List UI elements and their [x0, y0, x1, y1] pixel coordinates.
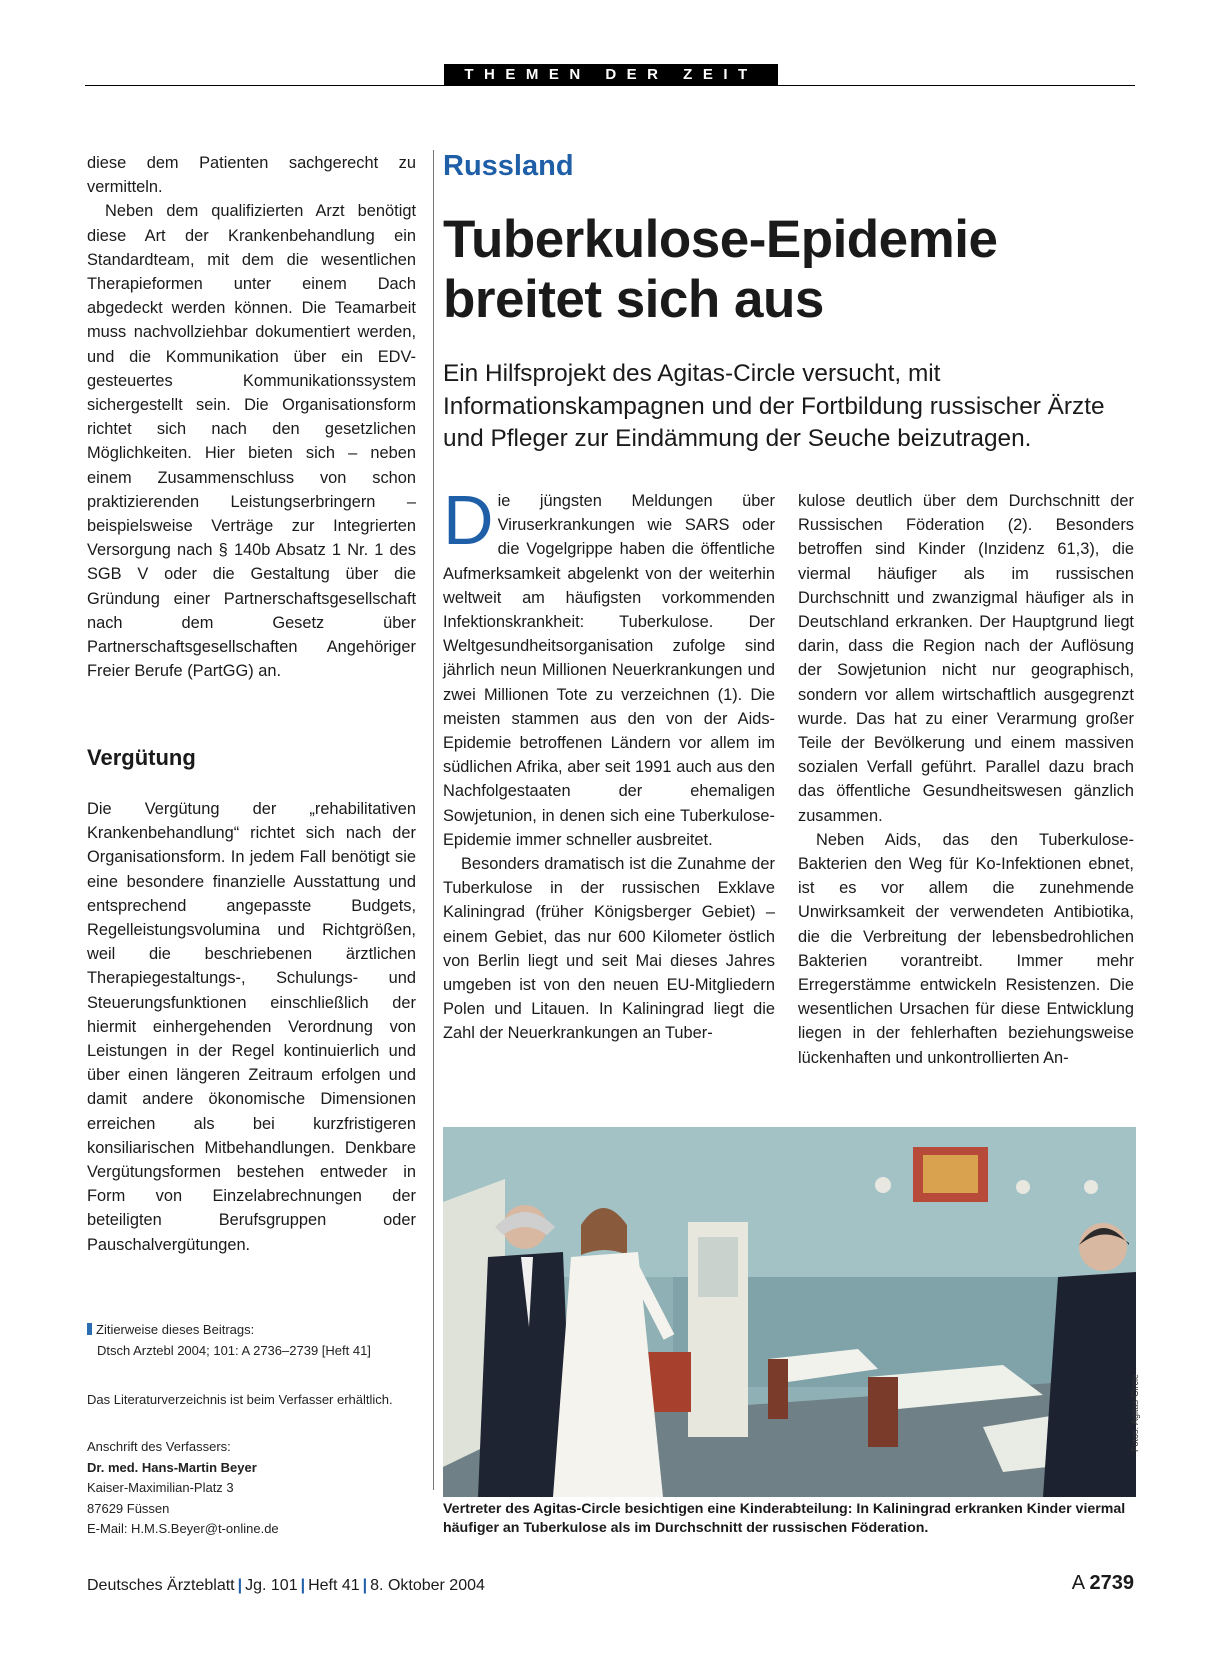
headline-line: Tuberkulose-Epidemie [443, 210, 998, 269]
author-name: Dr. med. Hans-Martin Beyer [87, 1459, 257, 1475]
folio-prefix: A [1071, 1572, 1084, 1594]
address-city: 87629 Füssen [87, 1500, 170, 1516]
article-column-b [798, 489, 1134, 1070]
article-headline [443, 210, 1133, 330]
photo-credit: Fotos: Agitas-Circle [1130, 1373, 1140, 1452]
headline-line: breitet sich aus [443, 270, 824, 329]
dropcap: D [443, 481, 494, 559]
column-divider [433, 150, 434, 1490]
paragraph: Besonders dramatisch ist die Zunahme der Tuberkulose in der russischen Exklave Kaliningrad (früher Königsberger Gebiet) – einem Gebiet, das nur 600 Kilometer östlich von Berlin liegt und seit Mai dieses Jahres umgeben ist von den neuen EU-Mitgliedern Polen und Litauen. In Kaliningrad liegt die Zahl der Neuerkrankungen an Tuber- [443, 855, 775, 1043]
journal-name: Deutsches Ärzteblatt [87, 1577, 235, 1594]
address-email[interactable]: E-Mail: H.M.S.Beyer@t-online.de [87, 1521, 279, 1536]
footer-separator: | [300, 1577, 306, 1594]
article-kicker: Russland [443, 150, 574, 182]
paragraph-text: ie jüngsten Meldungen über Viruserkrankungen wie SARS oder die Vogelgrippe haben die öffentliche Aufmerksamkeit abgelenkt von der weiterhin weltweit am häufigsten vorkommenden Infektionskrankheit: Tuberkulose. Der Weltgesundheitsorganisation zufolge sind jährlich neun Millionen Neuerkrankungen und zwei Millionen Tote zu verzeichnen (1). Die meisten stammen aus den von der Aids-Epidemie betroffenen Ländern vor allem im südlichen Afrika, aber seit 1991 auch aus den Nachfolgestaaten der ehemaligen Sowjetunion, in denen sich eine Tuberkulose-Epidemie immer schneller ausbreitet. [443, 492, 775, 849]
paragraph: diese dem Patienten sachgerecht zu vermitteln. [87, 154, 416, 197]
hospital-ward-photo [443, 1127, 1136, 1497]
article-dek: Ein Hilfsprojekt des Agitas-Circle versucht, mit Informationskampagnen und der Fortbildung russischer Ärzte und Pfleger zur Eindämmung der Seuche beizutragen. [443, 360, 1105, 452]
footer-separator: | [237, 1577, 243, 1594]
paragraph: kulose deutlich über dem Durchschnitt der Russischen Föderation (2). Besonders betroffen sind Kinder (Inzidenz 61,3), die viermal häufiger als im russischen Durchschnitt und zwanzigmal häufiger als in Deutschland erkranken. Der Hauptgrund liegt darin, dass die Region nach der Auflösung der Sowjetunion nicht nur geographisch, sondern vor allem wirtschaftlich ausgegrenzt wurde. Das hat zu einer Verarmung großer Teile der Bevölkerung und einem massiven sozialen Verfall geführt. Parallel dazu brach das öffentliche Gesundheitswesen gänzlich zusammen. [798, 492, 1134, 825]
address-label: Anschrift des Verfassers: [87, 1439, 231, 1454]
subheading-verguetung: Vergütung [87, 745, 196, 770]
folio-number: 2739 [1089, 1572, 1134, 1594]
article-photo [443, 1127, 1136, 1497]
author-address [87, 1437, 407, 1540]
article-column-a [443, 481, 775, 1046]
citation-marker [87, 1323, 92, 1335]
footer-separator: | [362, 1577, 368, 1594]
left-column-text [87, 151, 416, 683]
citation-reference: Dtsch Arztebl 2004; 101: A 2736–2739 [Heft 41] [97, 1342, 371, 1358]
paragraph: Neben Aids, das den Tuberkulose-Bakterien den Weg für Ko-Infektionen ebnet, ist es vor allem die zunehmende Unwirksamkeit der verwendeten Antibiotika, die die Verbreitung der lebensbedrohlichen Bakterien vorantreibt. Immer mehr Erregerstämme entwickeln Resistenzen. Die wesentlichen Ursachen für diese Entwicklung liegen in der fehlerhaften beziehungsweise lückenhaften und unkontrollierten An- [798, 830, 1134, 1067]
journal-issue: Heft 41 [308, 1577, 360, 1594]
citation-label: Zitierweise dieses Beitrags: [96, 1322, 255, 1337]
photo-caption: Vertreter des Agitas-Circle besichtigen eine Kinderabteilung: In Kaliningrad erkranken Kinder viermal häufiger an Tuberkulose als im Durchschnitt der russischen Föderation. [443, 1501, 1126, 1536]
left-column-text-verguetung [87, 797, 416, 1257]
address-street: Kaiser-Maximilian-Platz 3 [87, 1480, 234, 1495]
paragraph [443, 481, 775, 852]
page-footer [87, 1577, 485, 1595]
section-label: THEMEN DER ZEIT [444, 64, 778, 85]
paragraph: Die Vergütung der „rehabilitativen Krankenbehandlung“ richtet sich nach der Organisationsform. In jedem Fall benötigt sie eine besondere finanzielle Ausstattung und entsprechend angepasste Budgets, Regelleistungsvolumina und Richtgrößen, weil die beschriebenen ärztlichen Therapiegestaltungs-, Schulungs- und Steuerungsfunktionen einschließlich der hiermit einhergehenden Verordnung von Leistungen in der Regel kontinuierlich und über einen längeren Zeitraum erfolgen und damit andere ökonomische Dimensionen erreichen als bei kurzfristigeren konsiliarischen Mitbehandlungen. Denkbare Vergütungsformen bestehen entweder in Form von Einzelabrechnungen der beteiligten Berufsgruppen oder Pauschalvergütungen. [87, 800, 416, 1254]
page-number [1072, 1572, 1134, 1595]
citation-block [87, 1320, 407, 1361]
header-rule [85, 85, 1135, 86]
journal-date: 8. Oktober 2004 [370, 1577, 485, 1594]
literature-note: Das Literaturverzeichnis ist beim Verfasser erhältlich. [87, 1392, 393, 1407]
paragraph: Neben dem qualifizierten Arzt benötigt diese Art der Krankenbehandlung ein Standardteam, mit dem die wesentlichen Therapieformen unter einem Dach abgedeckt werden können. Die Teamarbeit muss nachvollziehbar dokumentiert werden, und die Kommunikation über ein EDV-gesteuertes Kommunikationssystem sichergestellt sein. Die Organisationsform richtet sich nach den gesetzlichen Möglichkeiten. Hier bieten sich – neben einem Zusammenschluss von schon praktizierenden Leistungserbringern – beispielsweise Verträge zur Integrierten Versorgung nach § 140b Absatz 1 Nr. 1 des SGB V oder die Gestaltung über die Gründung einer Partnerschaftsgesellschaft nach dem Gesetz über Partnerschaftsgesellschaften Angehöriger Freier Berufe (PartGG) an. [87, 202, 416, 681]
journal-volume: Jg. 101 [245, 1577, 298, 1594]
